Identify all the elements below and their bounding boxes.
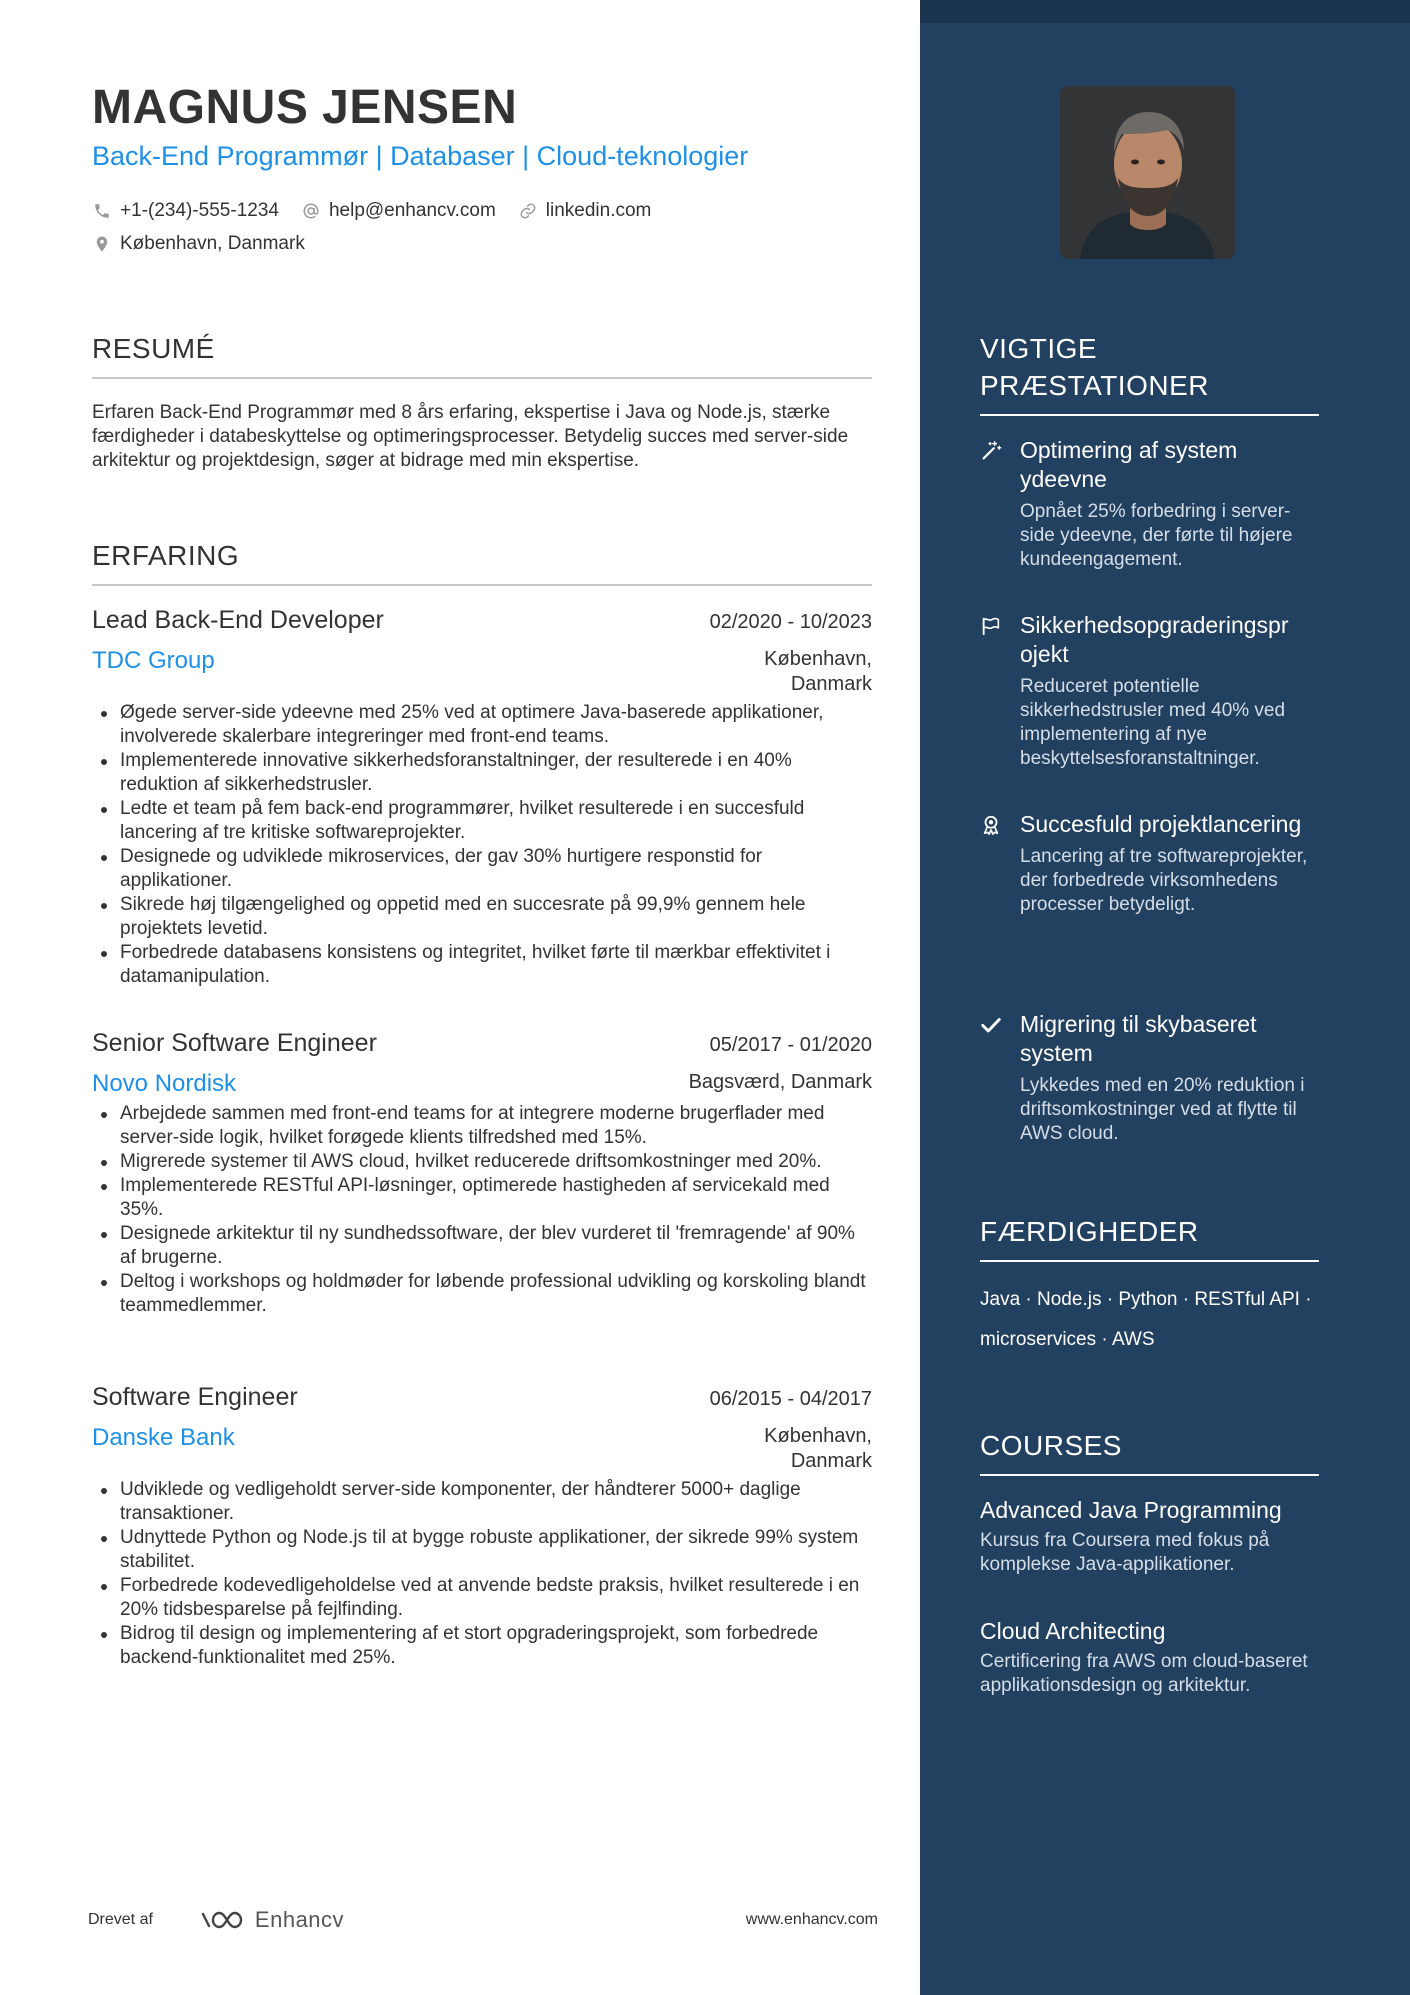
brand-logo[interactable] [201, 1907, 344, 1933]
course-title: Cloud Architecting [980, 1618, 1166, 1644]
section-divider [980, 414, 1319, 416]
magic-wand-icon [980, 440, 1004, 464]
achievement-desc: Opnået 25% forbedring i server-side ydeevne, der førte til højere kundeengagement. [1020, 501, 1293, 570]
achievement-title: Migrering til skybaseret system [1020, 1011, 1257, 1066]
job-location [764, 1424, 872, 1474]
section-divider [980, 1474, 1319, 1476]
company-name: Danske Bank [92, 1424, 235, 1451]
bullet-item: Arbejdede sammen med front-end teams for at integrere moderne brugerflader med server-side logik, hvilket forøgede klients tilfredshed med 15%. [92, 1102, 872, 1150]
job-location-line: Danmark [790, 1450, 872, 1472]
sidebar [920, 0, 1410, 1995]
bullet-item: Forbedrede databasens konsistens og integritet, hvilket førte til mærkbar effektivitet i datamanipulation. [92, 941, 872, 989]
achievement-item [980, 1010, 1319, 1146]
job-dates: 05/2017 - 01/2020 [709, 1034, 872, 1056]
bullet-item: Udviklede og vedligeholdt server-side komponenter, der håndterer 5000+ daglige transaktioner. [92, 1478, 872, 1526]
achievement-desc: Reduceret potentielle sikkerhedstrusler med 40% ved implementering af nye beskyttelsesforanstaltninger. [1020, 676, 1286, 769]
job-location-line: Bagsværd, Danmark [688, 1071, 872, 1093]
company-name: Novo Nordisk [92, 1070, 237, 1097]
bullet-item: Øgede server-side ydeevne med 25% ved at optimere Java-baserede applikationer, involverede skalerbare integreringer med front-end teams. [92, 701, 872, 749]
job-location [764, 647, 872, 697]
achievements-heading-line: VIGTIGE [980, 333, 1098, 364]
job-entry [92, 1029, 872, 1318]
at-sign-icon [301, 201, 321, 221]
skills-line: microservices · AWS [980, 1329, 1155, 1350]
summary-text: Erfaren Back-End Programmør med 8 års erfaring, ekspertise i Java og Node.js, stærke færdigheder i databeskyttelse og optimeringsprocesser. Betydelig succes med server-side arkitektur og projektdesign, søger at bidrage med min ekspertise. [92, 402, 849, 471]
contact-email[interactable] [301, 200, 496, 222]
section-divider [980, 1260, 1319, 1262]
achievement-item [980, 436, 1319, 572]
contact-info [92, 196, 872, 262]
section-divider [92, 377, 872, 379]
job-entry [92, 606, 872, 989]
job-title: Software Engineer [92, 1383, 298, 1411]
achievements-section [980, 330, 1319, 1144]
job-title: Lead Back-End Developer [92, 606, 384, 634]
footer [88, 1900, 878, 1940]
job-location-line: Danmark [790, 673, 872, 695]
skills-list [980, 1280, 1319, 1360]
phone-text: +1-(234)-555-1234 [120, 200, 279, 221]
bullet-item: Ledte et team på fem back-end programmører, hvilket resulterede i en succesfuld lancering af tre kritiske softwareprojekter. [92, 797, 872, 845]
powered-by-label: Drevet af [88, 1911, 153, 1928]
contact-linkedin[interactable] [518, 200, 652, 222]
job-bullets [92, 701, 872, 989]
achievement-desc: Lancering af tre softwareprojekter, der forbedrede virksomhedens processer betydeligt. [1020, 846, 1308, 915]
job-location-line: København, [764, 1425, 872, 1447]
bullet-item: Udnyttede Python og Node.js til at bygge robuste applikationer, der sikrede 99% system stabilitet. [92, 1526, 872, 1574]
skills-heading: FÆRDIGHEDER [980, 1216, 1199, 1247]
achievement-item [980, 810, 1319, 917]
job-bullets [92, 1478, 872, 1670]
skills-line: Java · Node.js · Python · RESTful API · [980, 1289, 1312, 1310]
job-dates: 06/2015 - 04/2017 [709, 1388, 872, 1410]
job-entry [92, 1383, 872, 1670]
job-dates: 02/2020 - 10/2023 [709, 611, 872, 633]
achievements-heading [980, 330, 1319, 404]
achievement-desc: Lykkedes med en 20% reduktion i driftsomkostninger ved at flytte til AWS cloud. [1020, 1075, 1305, 1144]
bullet-item: Designede og udviklede mikroservices, der gav 30% hurtigere responstid for applikationer. [92, 845, 872, 893]
portrait-illustration [1060, 86, 1235, 259]
section-divider [92, 584, 872, 586]
job-location [689, 1070, 872, 1095]
checkmark-icon [980, 1014, 1004, 1038]
achievements-heading-line: PRÆSTATIONER [980, 370, 1209, 401]
profile-photo [1060, 86, 1235, 259]
courses-section [980, 1427, 1319, 1696]
achievement-title: Sikkerhedsopgraderingspr ojekt [1020, 612, 1289, 667]
location-pin-icon [92, 234, 112, 254]
achievement-item [980, 611, 1319, 771]
contact-location [92, 233, 305, 255]
bullet-item: Implementerede RESTful API-løsninger, optimerede hastigheden af servicekald med 35%. [92, 1174, 872, 1222]
bullet-item: Implementerede innovative sikkerhedsforanstaltninger, der resulterede i en 40% reduktion af sikkerhedstrusler. [92, 749, 872, 797]
job-location-line: København, [764, 648, 872, 670]
courses-heading: COURSES [980, 1430, 1122, 1461]
course-item [980, 1495, 1319, 1577]
experience-heading: ERFARING [92, 540, 240, 571]
bullet-item: Migrerede systemer til AWS cloud, hvilket reducerede driftsomkostninger med 20%. [92, 1150, 872, 1174]
linkedin-text: linkedin.com [545, 200, 652, 221]
location-text: København, Danmark [120, 233, 305, 254]
job-title: Senior Software Engineer [92, 1029, 377, 1057]
candidate-headline: Back-End Programmør | Databaser | Cloud-teknologier [92, 141, 749, 171]
sidebar-top-band [920, 0, 1410, 23]
company-name: TDC Group [92, 647, 215, 674]
bullet-item: Forbedrede kodevedligeholdelse ved at anvende bedste praksis, hvilket resulterede i en 20% tidsbesparelse på fejlfinding. [92, 1574, 872, 1622]
award-ribbon-icon [980, 814, 1004, 838]
link-icon [518, 201, 538, 221]
bullet-item: Deltog i workshops og holdmøder for løbende professional udvikling og korskoling blandt teammedlemmer. [92, 1270, 872, 1318]
flag-icon [980, 615, 1004, 639]
job-bullets [92, 1102, 872, 1318]
skills-section [980, 1213, 1319, 1360]
infinity-logo-icon [201, 1908, 247, 1932]
brand-name: Enhancv [254, 1907, 345, 1932]
website-link[interactable]: www.enhancv.com [745, 1911, 878, 1928]
achievement-title: Succesfuld projektlancering [1020, 811, 1302, 837]
experience-section [92, 540, 872, 1668]
summary-section [92, 333, 872, 473]
bullet-item: Bidrog til design og implementering af et stort opgraderingsprojekt, som forbedrede backend-funktionalitet med 25%. [92, 1622, 872, 1670]
contact-phone[interactable] [92, 200, 279, 222]
bullet-item: Designede arkitektur til ny sundhedssoftware, der blev vurderet til 'fremragende' af 90% af brugerne. [92, 1222, 872, 1270]
course-desc: Kursus fra Coursera med fokus på komplekse Java-applikationer. [980, 1530, 1270, 1575]
course-desc: Certificering fra AWS om cloud-baseret applikationsdesign og arkitektur. [980, 1651, 1308, 1696]
summary-heading: RESUMÉ [92, 333, 215, 364]
candidate-name: MAGNUS JENSEN [92, 81, 518, 134]
bullet-item: Sikrede høj tilgængelighed og oppetid med en succesrate på 99,9% gennem hele projektets levetid. [92, 893, 872, 941]
course-title: Advanced Java Programming [980, 1497, 1282, 1523]
course-item [980, 1616, 1319, 1698]
email-text: help@enhancv.com [328, 200, 496, 221]
phone-icon [92, 201, 112, 221]
achievement-title: Optimering af system ydeevne [1020, 437, 1238, 492]
